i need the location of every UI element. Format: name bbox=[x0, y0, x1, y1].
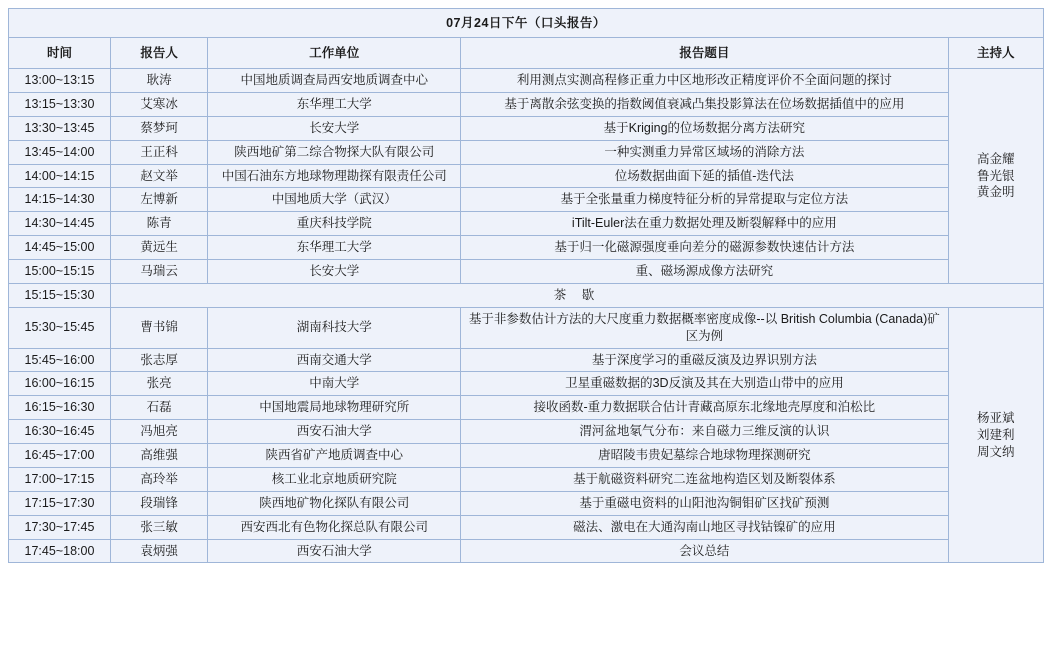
cell-organization: 陕西省矿产地质调查中心 bbox=[208, 444, 461, 468]
cell-speaker: 艾寒冰 bbox=[110, 92, 208, 116]
table-row bbox=[9, 539, 1044, 563]
cell-topic: iTilt-Euler法在重力数据处理及断裂解释中的应用 bbox=[461, 212, 949, 236]
column-header-speaker: 报告人 bbox=[110, 38, 208, 69]
table-row bbox=[9, 515, 1044, 539]
cell-time: 16:30~16:45 bbox=[9, 420, 111, 444]
table-row bbox=[9, 307, 1044, 348]
cell-speaker: 段瑞锋 bbox=[110, 491, 208, 515]
table-row bbox=[9, 372, 1044, 396]
cell-organization: 陕西地矿第二综合物探大队有限公司 bbox=[208, 140, 461, 164]
cell-organization: 长安大学 bbox=[208, 260, 461, 284]
cell-speaker: 耿涛 bbox=[110, 69, 208, 93]
cell-speaker: 石磊 bbox=[110, 396, 208, 420]
cell-chair bbox=[948, 69, 1043, 284]
cell-time: 14:45~15:00 bbox=[9, 236, 111, 260]
cell-speaker: 黄远生 bbox=[110, 236, 208, 260]
cell-topic: 会议总结 bbox=[461, 539, 949, 563]
chair-name: 杨亚斌 bbox=[977, 410, 1015, 425]
cell-speaker: 袁炳强 bbox=[110, 539, 208, 563]
cell-speaker: 高维强 bbox=[110, 444, 208, 468]
cell-topic: 基于全张量重力梯度特征分析的异常提取与定位方法 bbox=[461, 188, 949, 212]
cell-organization: 中国石油东方地球物理勘探有限责任公司 bbox=[208, 164, 461, 188]
cell-time: 14:15~14:30 bbox=[9, 188, 111, 212]
cell-time: 13:00~13:15 bbox=[9, 69, 111, 93]
cell-speaker: 张亮 bbox=[110, 372, 208, 396]
schedule-table bbox=[8, 8, 1044, 563]
column-header-topic: 报告题目 bbox=[461, 38, 949, 69]
table-row bbox=[9, 116, 1044, 140]
chair-name: 周文纳 bbox=[977, 444, 1015, 459]
cell-organization: 陕西地矿物化探队有限公司 bbox=[208, 491, 461, 515]
break-label: 茶 歇 bbox=[110, 283, 1043, 307]
table-row bbox=[9, 420, 1044, 444]
cell-organization: 中国地质调查局西安地质调查中心 bbox=[208, 69, 461, 93]
cell-speaker: 马瑞云 bbox=[110, 260, 208, 284]
cell-chair bbox=[948, 307, 1043, 563]
cell-speaker: 高玲举 bbox=[110, 467, 208, 491]
cell-organization: 西安西北有色物化探总队有限公司 bbox=[208, 515, 461, 539]
cell-topic: 基于Kriging的位场数据分离方法研究 bbox=[461, 116, 949, 140]
cell-time: 13:45~14:00 bbox=[9, 140, 111, 164]
cell-time: 15:45~16:00 bbox=[9, 348, 111, 372]
cell-time: 13:15~13:30 bbox=[9, 92, 111, 116]
cell-topic: 利用测点实测高程修正重力中区地形改正精度评价不全面问题的探讨 bbox=[461, 69, 949, 93]
cell-topic: 基于归一化磁源强度垂向差分的磁源参数快速估计方法 bbox=[461, 236, 949, 260]
table-row bbox=[9, 92, 1044, 116]
table-row bbox=[9, 69, 1044, 93]
cell-organization: 湖南科技大学 bbox=[208, 307, 461, 348]
cell-speaker: 王正科 bbox=[110, 140, 208, 164]
table-row bbox=[9, 348, 1044, 372]
cell-speaker: 张志厚 bbox=[110, 348, 208, 372]
cell-topic: 基于离散余弦变换的指数阈值衰减凸集投影算法在位场数据插值中的应用 bbox=[461, 92, 949, 116]
table-row bbox=[9, 212, 1044, 236]
cell-organization: 中国地震局地球物理研究所 bbox=[208, 396, 461, 420]
cell-topic: 基于非参数估计方法的大尺度重力数据概率密度成像--以 British Columbia (Canada)矿区为例 bbox=[461, 307, 949, 348]
chair-name: 鲁光银 bbox=[977, 168, 1015, 183]
cell-speaker: 冯旭亮 bbox=[110, 420, 208, 444]
cell-time: 14:00~14:15 bbox=[9, 164, 111, 188]
table-row bbox=[9, 236, 1044, 260]
cell-topic: 基于重磁电资料的山阳池沟铜钼矿区找矿预测 bbox=[461, 491, 949, 515]
table-row bbox=[9, 188, 1044, 212]
cell-topic: 唐昭陵韦贵妃墓综合地球物理探测研究 bbox=[461, 444, 949, 468]
cell-topic: 位场数据曲面下延的插值-迭代法 bbox=[461, 164, 949, 188]
cell-time: 17:15~17:30 bbox=[9, 491, 111, 515]
page-title: 07月24日下午（口头报告） bbox=[9, 9, 1044, 38]
cell-time: 15:00~15:15 bbox=[9, 260, 111, 284]
cell-topic: 接收函数-重力数据联合估计青藏高原东北缘地壳厚度和泊松比 bbox=[461, 396, 949, 420]
cell-speaker: 左博新 bbox=[110, 188, 208, 212]
cell-topic: 渭河盆地氡气分布：来自磁力三维反演的认识 bbox=[461, 420, 949, 444]
cell-organization: 中国地质大学（武汉） bbox=[208, 188, 461, 212]
table-row bbox=[9, 260, 1044, 284]
cell-organization: 核工业北京地质研究院 bbox=[208, 467, 461, 491]
cell-topic: 磁法、激电在大通沟南山地区寻找钴镍矿的应用 bbox=[461, 515, 949, 539]
cell-topic: 卫星重磁数据的3D反演及其在大别造山带中的应用 bbox=[461, 372, 949, 396]
cell-organization: 西安石油大学 bbox=[208, 539, 461, 563]
chair-name: 黄金明 bbox=[977, 185, 1015, 200]
cell-time: 17:30~17:45 bbox=[9, 515, 111, 539]
table-row bbox=[9, 140, 1044, 164]
cell-organization: 东华理工大学 bbox=[208, 92, 461, 116]
column-header-org: 工作单位 bbox=[208, 38, 461, 69]
cell-speaker: 蔡梦珂 bbox=[110, 116, 208, 140]
cell-speaker: 陈青 bbox=[110, 212, 208, 236]
cell-time: 17:45~18:00 bbox=[9, 539, 111, 563]
schedule-sheet bbox=[0, 8, 1052, 666]
column-header-time: 时间 bbox=[9, 38, 111, 69]
chair-name: 刘建利 bbox=[977, 427, 1015, 442]
chair-name: 高金耀 bbox=[977, 151, 1015, 166]
cell-organization: 中南大学 bbox=[208, 372, 461, 396]
column-header-chair: 主持人 bbox=[948, 38, 1043, 69]
cell-organization: 西南交通大学 bbox=[208, 348, 461, 372]
table-title-row bbox=[9, 9, 1044, 38]
cell-time: 16:45~17:00 bbox=[9, 444, 111, 468]
cell-time: 15:15~15:30 bbox=[9, 283, 111, 307]
cell-time: 17:00~17:15 bbox=[9, 467, 111, 491]
cell-time: 16:00~16:15 bbox=[9, 372, 111, 396]
break-row bbox=[9, 283, 1044, 307]
table-row bbox=[9, 396, 1044, 420]
table-header-row bbox=[9, 38, 1044, 69]
cell-organization: 重庆科技学院 bbox=[208, 212, 461, 236]
cell-organization: 长安大学 bbox=[208, 116, 461, 140]
cell-time: 16:15~16:30 bbox=[9, 396, 111, 420]
cell-time: 13:30~13:45 bbox=[9, 116, 111, 140]
table-row bbox=[9, 444, 1044, 468]
table-row bbox=[9, 164, 1044, 188]
cell-speaker: 赵文举 bbox=[110, 164, 208, 188]
cell-time: 15:30~15:45 bbox=[9, 307, 111, 348]
cell-topic: 一种实测重力异常区域场的消除方法 bbox=[461, 140, 949, 164]
cell-speaker: 张三敏 bbox=[110, 515, 208, 539]
cell-speaker: 曹书锦 bbox=[110, 307, 208, 348]
cell-topic: 基于深度学习的重磁反演及边界识别方法 bbox=[461, 348, 949, 372]
cell-time: 14:30~14:45 bbox=[9, 212, 111, 236]
cell-organization: 东华理工大学 bbox=[208, 236, 461, 260]
table-row bbox=[9, 467, 1044, 491]
cell-topic: 基于航磁资料研究二连盆地构造区划及断裂体系 bbox=[461, 467, 949, 491]
table-row bbox=[9, 491, 1044, 515]
cell-topic: 重、磁场源成像方法研究 bbox=[461, 260, 949, 284]
cell-organization: 西安石油大学 bbox=[208, 420, 461, 444]
